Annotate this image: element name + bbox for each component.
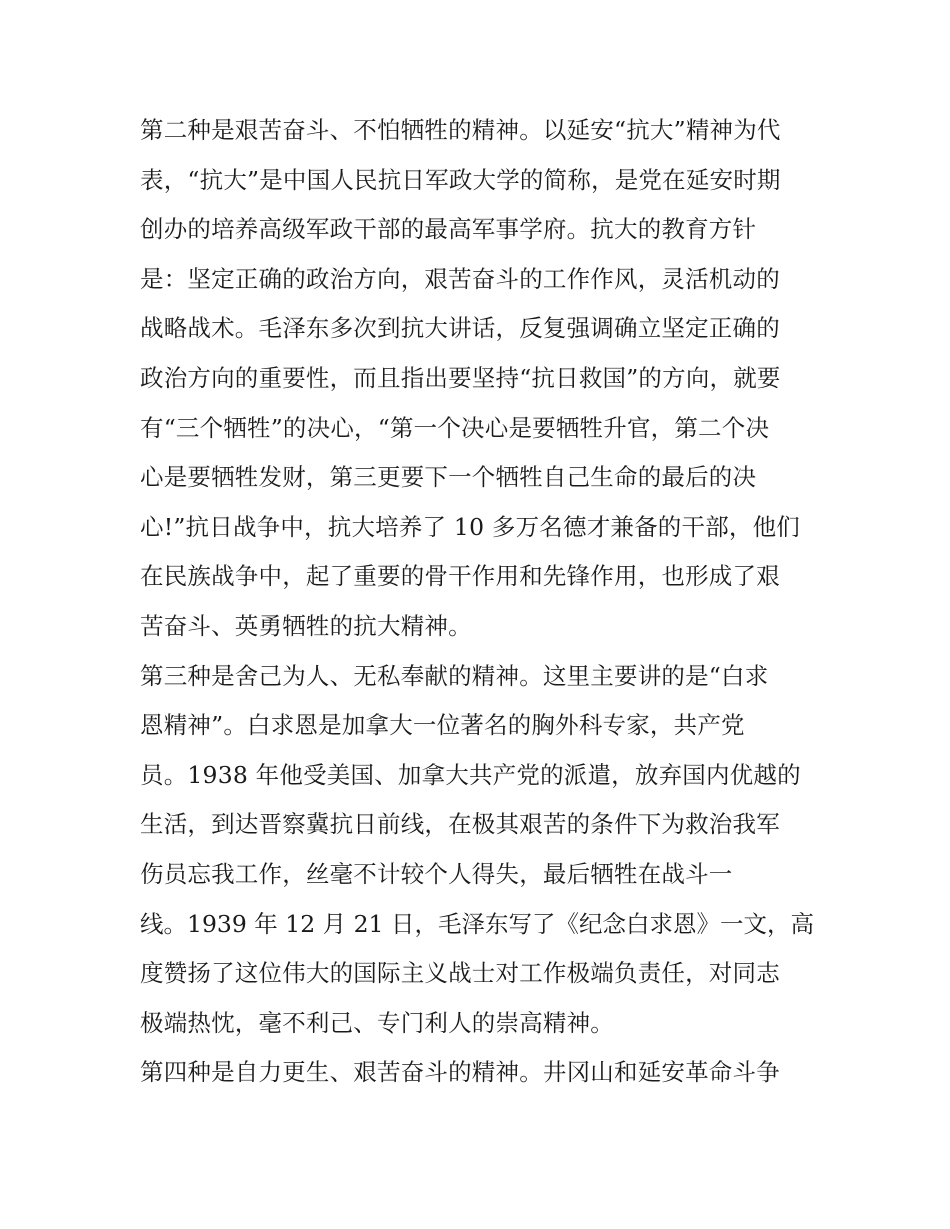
text-line: 极端热忱，毫不利己、专门利人的崇高精神。 xyxy=(140,1008,614,1037)
text-line: 第三种是舍己为人、无私奉献的精神。这里主要讲的是“白求 xyxy=(140,661,769,690)
text-line: 心是要牺牲发财，第三更要下一个牺牲自己生命的最后的决 xyxy=(140,463,757,492)
text-line: 生活，到达晋察冀抗日前线，在极其艰苦的条件下为救治我军 xyxy=(140,810,780,839)
text-line: 度赞扬了这位伟大的国际主义战士对工作极端负责任，对同志 xyxy=(140,959,780,988)
text-line: 政治方向的重要性，而且指出要坚持“抗日救国”的方向，就要 xyxy=(140,363,781,392)
document-body xyxy=(140,106,820,1098)
paragraph-kangda-spirit xyxy=(140,106,820,652)
text-line: 苦奋斗、英勇牺牲的抗大精神。 xyxy=(140,611,472,640)
text-line: 第四种是自力更生、艰苦奋斗的精神。井冈山和延安革命斗争 xyxy=(140,1058,780,1087)
text-line: 战略战术。毛泽东多次到抗大讲话，反复强调确立坚定正确的 xyxy=(140,314,780,343)
text-line: 在民族战争中，起了重要的骨干作用和先锋作用，也形成了艰 xyxy=(140,562,780,591)
text-line: 恩精神”。白求恩是加拿大一位著名的胸外科专家，共产党 xyxy=(140,711,745,740)
text-line: 是：坚定正确的政治方向，艰苦奋斗的工作作风，灵活机动的 xyxy=(140,264,780,293)
paragraph-self-reliance-spirit xyxy=(140,1048,820,1098)
text-line: 伤员忘我工作，丝毫不计较个人得失，最后牺牲在战斗一 xyxy=(140,859,733,888)
text-line: 员。1938 年他受美国、加拿大共产党的派遣，放弃国内优越的 xyxy=(140,760,801,789)
text-line: 创办的培养高级军政干部的最高军事学府。抗大的教育方针 xyxy=(140,215,757,244)
text-line: 线。1939 年 12 月 21 日，毛泽东写了《纪念白求恩》一文，高 xyxy=(140,909,814,938)
text-line: 表，“抗大”是中国人民抗日军政大学的简称，是党在延安时期 xyxy=(140,165,781,194)
text-line: 有“三个牺牲”的决心，“第一个决心是要牺牲升官，第二个决 xyxy=(140,413,770,442)
text-line: 心!”抗日战争中，抗大培养了 10 多万名德才兼备的干部，他们 xyxy=(140,512,800,541)
paragraph-bethune-spirit xyxy=(140,652,820,1049)
text-line: 第二种是艰苦奋斗、不怕牺牲的精神。以延安“抗大”精神为代 xyxy=(140,116,781,144)
